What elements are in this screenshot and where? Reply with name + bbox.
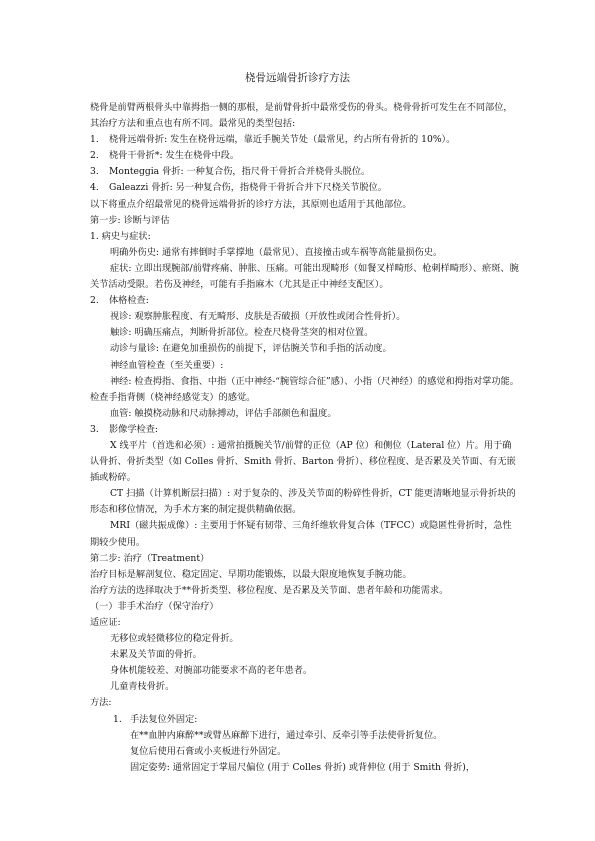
document-body [90, 100, 520, 776]
nonoperative-heading: （一）非手术治疗（保守治疗） [90, 600, 219, 612]
method-label-row [90, 712, 520, 728]
methods-label: 方法: [90, 697, 112, 709]
list-number: 1. [90, 134, 99, 146]
exam-motion: 动诊与量诊: 在避免加重损伤的前提下，评估腕关节和手指的活动度。 [110, 343, 392, 355]
treatment-choice: 治疗方法的选择取决于**骨折类型、移位程度、是否累及关节面、患者年龄和功能需求。 [90, 584, 449, 596]
imaging-number: 3. [90, 423, 99, 435]
list-item [90, 180, 520, 196]
exam-inspection: 视诊: 观察肿胀程度、有无畸形、皮肤是否破损（开放性或闭合性骨折）。 [110, 311, 406, 323]
exam-palpation: 触诊: 明确压痛点，判断骨折部位。检查尺桡骨茎突的相对位置。 [110, 327, 374, 339]
intro-paragraph: 桡骨是前臂两根骨头中靠拇指一侧的那根，是前臂骨折中最常受伤的骨头。桡骨骨折可发生在不同部位，其治疗方法和重点也有所不同。最常见的类型包括: [90, 102, 513, 130]
step2-heading: 第二步: 治疗（Treatment） [90, 552, 210, 564]
imaging-mri: MRI（磁共振成像）: 主要用于怀疑有韧带、三角纤维软骨复合体（TFCC）或隐匿性骨折时，急性期较少使用。 [90, 520, 512, 548]
indication-item: 未累及关节面的骨折。 [110, 649, 202, 661]
history-symptoms: 症状: 立即出现腕部/前臂疼痛、肿胀、压痛。可能出现畸形（如餐叉样畸形、枪刺样畸形）、瘀斑、腕关节活动受限。若伤及神经，可能有手指麻木（尤其是正中神经支配区）。 [90, 262, 519, 291]
method-line: 复位后使用石膏或小夹板进行外固定。 [130, 745, 287, 757]
exam-vessel: 血管: 触摸桡动脉和尺动脉搏动，评估手部颜色和温度。 [110, 407, 337, 419]
document-title: 桡骨远端骨折诊疗方法 [245, 72, 350, 84]
imaging-label-row [90, 422, 520, 438]
imaging-xray: X 线平片（首选和必须）: 通常拍摄腕关节/前臂的正位（AP 位）和侧位（Lateral 位）片。用于确认骨折、骨折类型（如 Colles 骨折、Smith 骨折、Barton 骨折）、移位程度、是否累及关节面、有无嵌插或粉碎。 [90, 439, 516, 484]
method-label: 手法复位外固定: [130, 713, 198, 725]
exam-nerve: 神经: 检查拇指、食指、中指（正中神经-“腕管综合征”感）、小指（尺神经）的感觉和拇指对掌功能。检查手指背侧（桡神经感觉支）的感觉。 [90, 375, 519, 403]
list-number: 4. [90, 182, 99, 194]
list-item [90, 164, 520, 180]
exam-label-row [90, 293, 520, 309]
treatment-goal: 治疗目标是解剖复位、稳定固定、早期功能锻炼，以最大限度地恢复手腕功能。 [90, 568, 412, 580]
indication-item: 无移位或轻微移位的稳定骨折。 [110, 633, 239, 645]
exam-number: 2. [90, 295, 99, 307]
method-number: 1. [113, 713, 122, 725]
list-text: 桡骨远端骨折: 发生在桡骨远端，靠近手腕关节处（最常见，约占所有骨折的 10%）。 [109, 134, 456, 146]
intro-summary: 以下将重点介绍最常见的桡骨远端骨折的诊疗方法，其原则也适用于其他部位。 [90, 198, 412, 210]
list-number: 2. [90, 150, 99, 162]
history-mechanism: 明确外伤史: 通常有摔倒时手掌撑地（最常见）、直接撞击或车祸等高能量损伤史。 [110, 246, 443, 258]
list-text: 桡骨干骨折*: 发生在桡骨中段。 [109, 150, 240, 162]
step1-heading: 第一步: 诊断与评估 [90, 214, 170, 226]
indication-item: 儿童青枝骨折。 [110, 681, 175, 693]
imaging-label: 影像学检查: [109, 423, 159, 435]
exam-label: 体格检查: [109, 295, 149, 307]
imaging-ct: CT 扫描（计算机断层扫描）: 对于复杂的、涉及关节面的粉碎性骨折，CT 能更清晰地显示骨折块的形态和移位情况，为手术方案的制定提供精确依据。 [90, 488, 516, 516]
list-text: Galeazzi 骨折: 另一种复合伤，指桡骨干骨折合并下尺桡关节脱位。 [109, 182, 387, 194]
indication-item: 身体机能较差、对腕部功能要求不高的老年患者。 [110, 665, 313, 677]
list-item [90, 148, 520, 164]
method-line: 在**血肿内麻醉**或臂丛麻醉下进行，通过牵引、反牵引等手法使骨折复位。 [130, 729, 443, 741]
method-line: 固定姿势: 通常固定于掌屈尺偏位 (用于 Colles 骨折) 或背伸位 (用于 Smith 骨折)， [130, 761, 476, 773]
list-item [90, 132, 520, 148]
history-label: 1. 病史与症状: [90, 230, 151, 242]
list-text: Monteggia 骨折: 一种复合伤，指尺骨干骨折合并桡骨头脱位。 [109, 166, 371, 178]
list-number: 3. [90, 166, 99, 178]
indications-label: 适应证: [90, 617, 121, 628]
neurovascular-title: 神经血管检查（至关重要）: [110, 359, 224, 371]
